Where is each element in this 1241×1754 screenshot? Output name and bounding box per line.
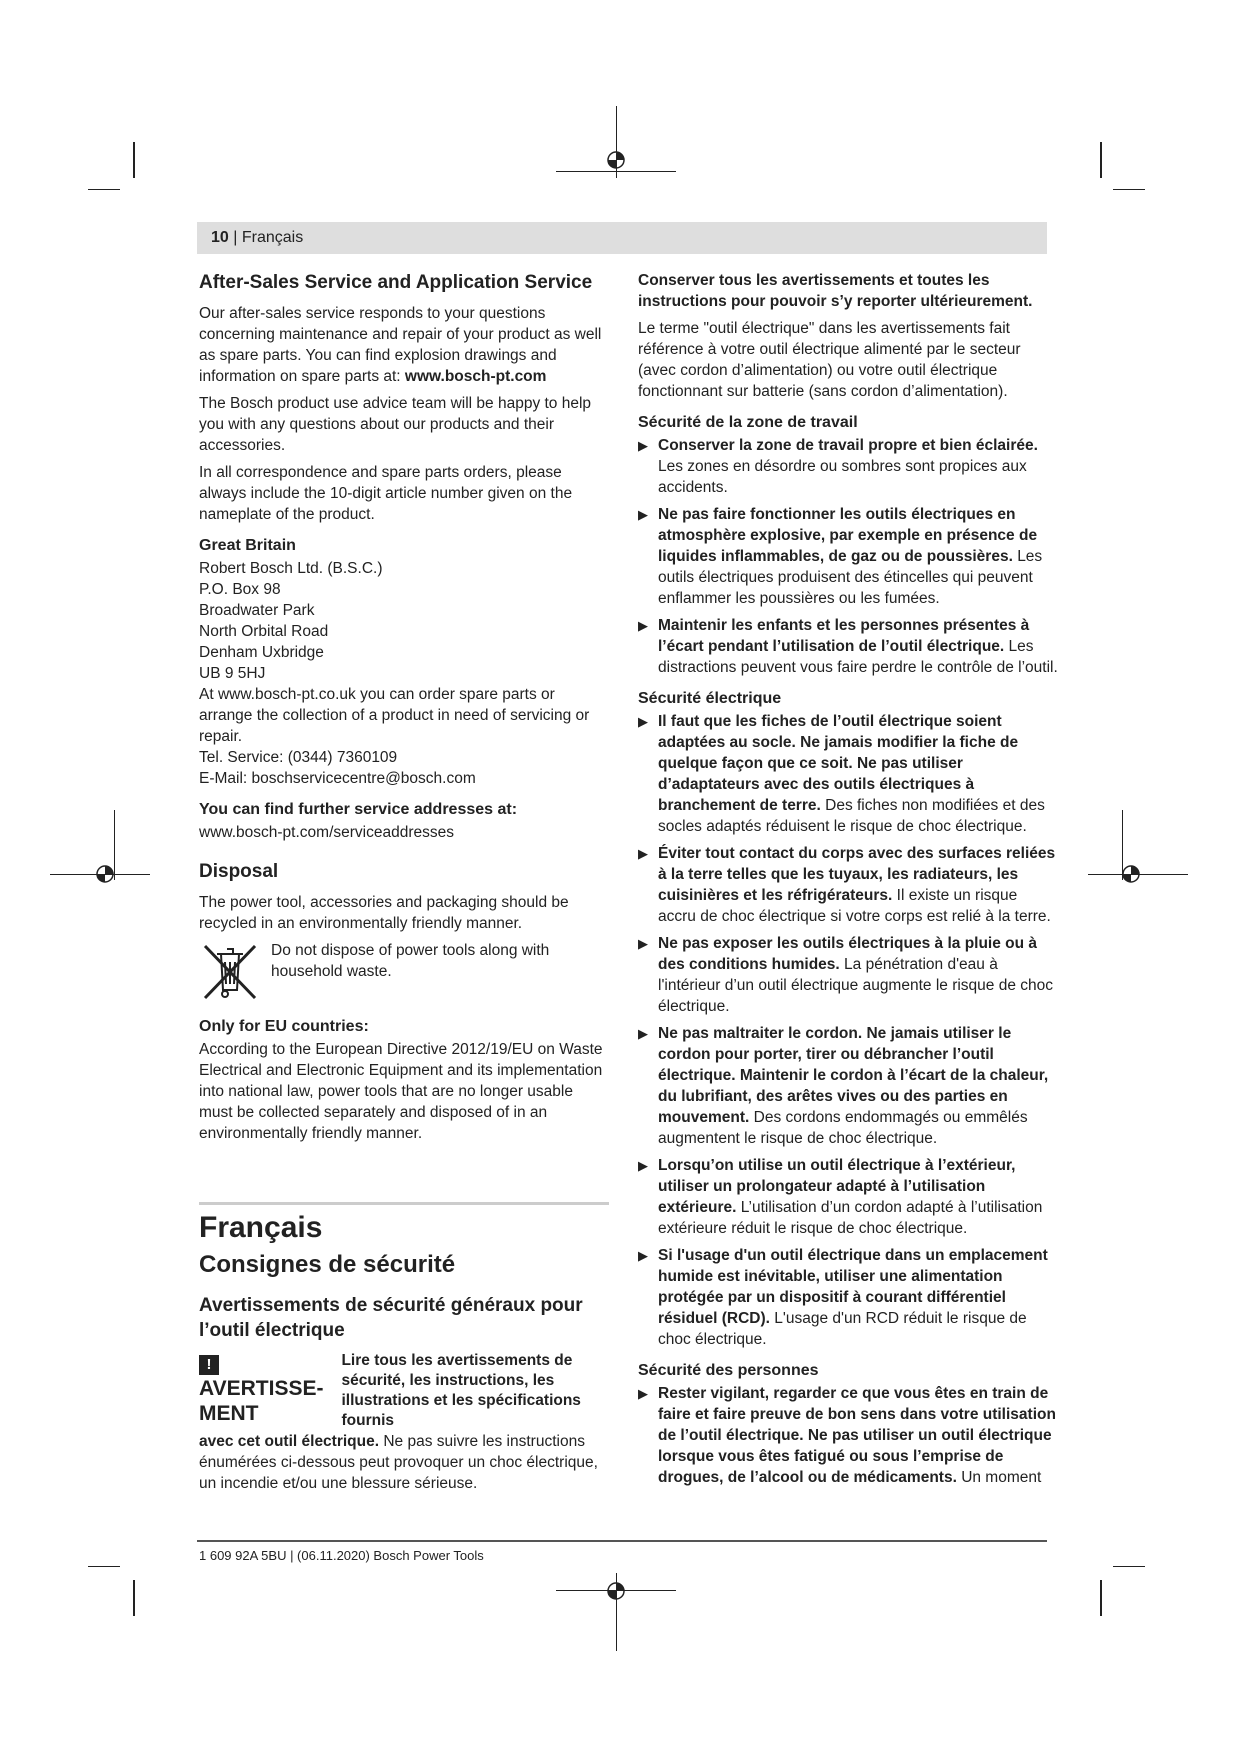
list-item: ▶ Rester vigilant, regarder ce que vous êtes en train de faire et faire preuve de bon sens dans votre utilisation de l’outil électrique. Ne pas utiliser un outil électrique lorsque vous êtes fatigué ou sous l’emprise de drogues, de l’alcool ou de médicaments. Un moment xyxy=(638,1385,1056,1486)
arrow-icon: ▶ xyxy=(638,1386,648,1401)
address-line: North Orbital Road xyxy=(199,623,329,640)
further-url[interactable]: www.bosch-pt.com/serviceaddresses xyxy=(199,824,454,841)
keep-instructions: Conserver tous les avertissements et toutes les instructions pour pouvoir s’y reporter ultérieurement. xyxy=(638,272,1033,310)
footer-rule xyxy=(197,1540,1047,1542)
gb-address xyxy=(199,558,609,789)
address-line: Broadwater Park xyxy=(199,602,315,619)
arrow-icon: ▶ xyxy=(638,1026,648,1041)
section-title: Sécurité des personnes xyxy=(638,1362,819,1379)
warning-triangle-icon: ! xyxy=(199,1355,219,1375)
email: E-Mail: boschservicecentre@bosch.com xyxy=(199,770,476,787)
weee-notice xyxy=(199,940,609,1002)
safety-title: Consignes de sécurité xyxy=(199,1251,456,1278)
warning-block xyxy=(199,1351,609,1431)
arrow-icon: ▶ xyxy=(638,438,648,453)
arrow-icon: ▶ xyxy=(638,714,648,729)
arrow-icon: ▶ xyxy=(638,618,648,633)
address-line: Robert Bosch Ltd. (B.S.C.) xyxy=(199,560,383,577)
address-line: UB 9 5HJ xyxy=(199,665,266,682)
crop-mark xyxy=(1100,1580,1102,1616)
page-footer: 1 609 92A 5BU | (06.11.2020) Bosch Power Tools xyxy=(199,1548,484,1563)
list-item: ▶ Ne pas faire fonctionner les outils électriques en atmosphère explosive, par exemple en présence de liquides inflammables, de gaz ou de poussières. Les outils électriques produisent des étincelles qui peuvent enflammer les poussières ou les fumées. xyxy=(638,506,1043,607)
arrow-icon: ▶ xyxy=(638,846,648,861)
aftersales-paragraph-2: The Bosch product use advice team will be happy to help you with any questions about our products and their accessories. xyxy=(199,395,592,454)
term-definition: Le terme "outil électrique" dans les avertissements fait référence à votre outil électrique alimenté par le secteur (avec cordon d’alimentation) ou votre outil électrique fonctionnant sur batterie (sans cordon d’alimentation). xyxy=(638,320,1021,400)
aftersales-url[interactable]: www.bosch-pt.com xyxy=(404,368,547,385)
arrow-icon: ▶ xyxy=(638,936,648,951)
list-item: ▶ Lorsqu’on utilise un outil électrique à l’extérieur, utiliser un prolongateur adapté à l’utilisation extérieure. L’utilisation d’un cordon adapté à l’utilisation extérieure réduit le risque de choc électrique. xyxy=(638,1157,1043,1237)
warning-continuation: avec cet outil électrique. Ne pas suivre les instructions énumérées ci-dessous peut provoquer un choc électrique, un incendie et/ou une blessure sérieuse. xyxy=(199,1433,598,1492)
section-divider xyxy=(199,1202,609,1205)
crop-mark xyxy=(1113,189,1145,190)
crop-mark xyxy=(88,189,120,190)
aftersales-title: After-Sales Service and Application Service xyxy=(199,272,593,293)
list-item: ▶ Ne pas exposer les outils électriques à la pluie ou à des conditions humides. La pénétration d'eau à l'intérieur d’un outil électrique augmente le risque de choc électrique. xyxy=(638,935,1054,1015)
aftersales-paragraph-3: In all correspondence and spare parts orders, please always include the 10-digit article number given on the nameplate of the product. xyxy=(199,464,573,523)
warning-label: !AVERTISSE- MENT xyxy=(199,1356,324,1425)
arrow-icon: ▶ xyxy=(638,1158,648,1173)
registration-mark-icon xyxy=(1120,863,1142,885)
warning-bold-text: Lire tous les avertissements de sécurité, les instructions, les illustrations et les spécifications fournis xyxy=(341,1352,581,1429)
address-line: Denham Uxbridge xyxy=(199,644,324,661)
weee-text: Do not dispose of power tools along with household waste. xyxy=(271,942,550,980)
disposal-title: Disposal xyxy=(199,861,279,882)
language-title: Français xyxy=(199,1211,323,1244)
address-line: P.O. Box 98 xyxy=(199,581,281,598)
list-item: ▶ Conserver la zone de travail propre et bien éclairée. Les zones en désordre ou sombres sont propices aux accidents. xyxy=(638,437,1038,496)
aftersales-paragraph: Our after-sales service responds to your questions concerning maintenance and repair of your product as well as spare parts. You can find explosion drawings and information on spare parts at: www.bosch-pt.com xyxy=(199,305,602,385)
crop-mark xyxy=(1100,142,1102,178)
left-column xyxy=(199,270,609,1500)
crop-mark xyxy=(1113,1566,1145,1567)
list-item: ▶ Il faut que les fiches de l’outil électrique soient adaptées au socle. Ne jamais modifier la fiche de quelque façon que ce soit. Ne pas utiliser d’adaptateurs avec des outils électriques à branchement de terre. Des fiches non modifiées et des socles adaptés réduisent le risque de choc électrique. xyxy=(638,713,1045,835)
crop-mark xyxy=(133,1580,135,1616)
arrow-icon: ▶ xyxy=(638,1248,648,1263)
eu-title: Only for EU countries: xyxy=(199,1018,369,1035)
gb-title: Great Britain xyxy=(199,537,296,554)
gb-text: At www.bosch-pt.co.uk you can order spare parts or arrange the collection of a product in need of servicing or repair. xyxy=(199,686,590,745)
section-title: Sécurité électrique xyxy=(638,690,782,707)
right-column xyxy=(638,270,1058,1494)
crop-mark xyxy=(133,142,135,178)
page-number: 10 xyxy=(211,229,229,246)
registration-mark-icon xyxy=(605,149,627,171)
list-item: ▶ Ne pas maltraiter le cordon. Ne jamais utiliser le cordon pour porter, tirer ou débrancher l’outil électrique. Maintenir le cordon à l’écart de la chaleur, du lubrifiant, des arêtes vives ou des parties en mouvement. Des cordons endommagés ou emmêlés augmentent le risque de choc électrique. xyxy=(638,1025,1049,1147)
registration-mark-icon xyxy=(94,863,116,885)
page-header: 10 | Français xyxy=(197,222,1047,254)
section-title: Sécurité de la zone de travail xyxy=(638,414,858,431)
list-item: ▶ Éviter tout contact du corps avec des surfaces reliées à la terre telles que les tuyaux, les radiateurs, les cuisinières et les réfrigérateurs. Il existe un risque accru de choc électrique si votre corps est relié à la terre. xyxy=(638,845,1056,925)
tel: Tel. Service: (0344) 7360109 xyxy=(199,749,398,766)
eu-text: According to the European Directive 2012/19/EU on Waste Electrical and Electronic Equipment and its implementation into national law, power tools that are no longer usable must be collected separately and disposed of in an environmentally friendly manner. xyxy=(199,1041,603,1142)
list-item: ▶ Maintenir les enfants et les personnes présentes à l’écart pendant l’utilisation de l’outil électrique. Les distractions peuvent vous faire perdre le contrôle de l’outil. xyxy=(638,617,1058,676)
general-warnings-title: Avertissements de sécurité généraux pour l’outil électrique xyxy=(199,1295,583,1341)
header-section: Français xyxy=(241,229,304,246)
crossed-bin-icon xyxy=(199,940,261,1002)
further-title: You can find further service addresses at: xyxy=(199,801,518,818)
registration-mark-icon xyxy=(605,1580,627,1602)
crop-mark xyxy=(556,171,676,172)
crop-mark xyxy=(88,1566,120,1567)
arrow-icon: ▶ xyxy=(638,507,648,522)
list-item: ▶ Si l'usage d'un outil électrique dans un emplacement humide est inévitable, utiliser une alimentation protégée par un dispositif à courant différentiel résiduel (RCD). L'usage d'un RCD réduit le risque de choc électrique. xyxy=(638,1247,1048,1348)
disposal-paragraph: The power tool, accessories and packaging should be recycled in an environmentally friendly manner. xyxy=(199,894,569,932)
